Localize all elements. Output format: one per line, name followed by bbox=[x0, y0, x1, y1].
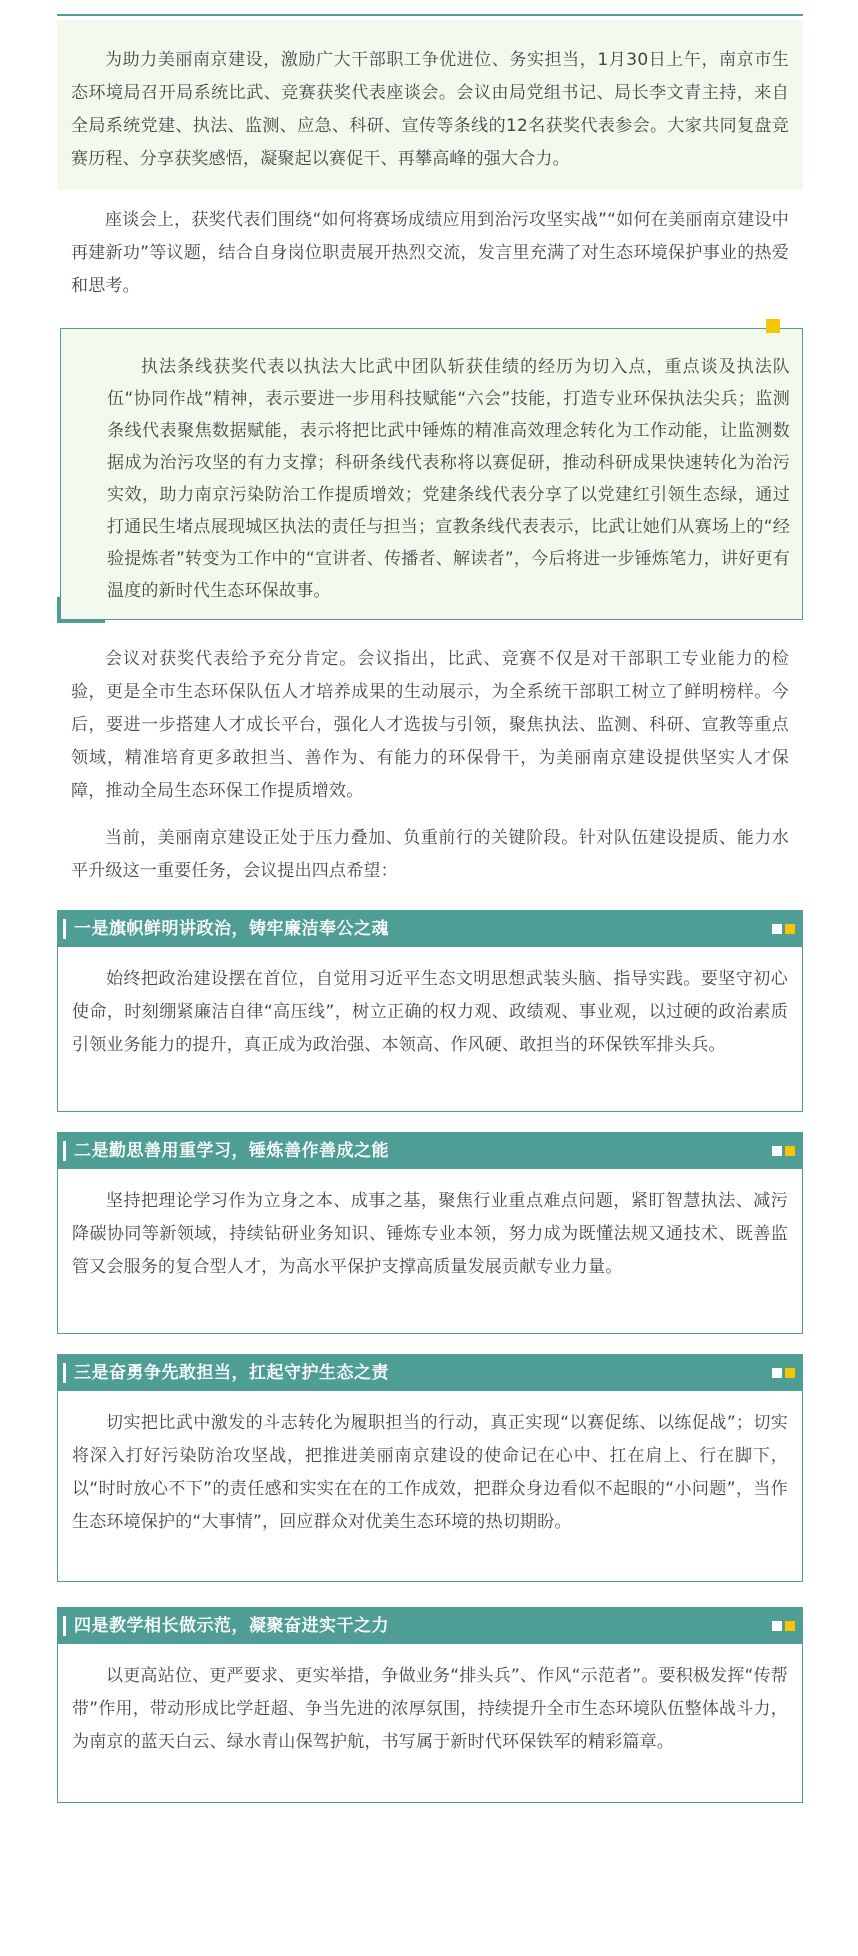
white-square-icon bbox=[772, 1621, 782, 1631]
hopes-block bbox=[57, 822, 803, 888]
section-1 bbox=[57, 910, 803, 1112]
header-bar-icon bbox=[63, 1363, 66, 1383]
section-body: 以更高站位、更严要求、更实举措，争做业务“排头兵”、作风“示范者”。要积极发挥“传帮带”作用，带动形成比学赶超、争当先进的浓厚氛围，持续提升全市生态环境队伍整体战斗力，为南京的蓝天白云、绿水青山保驾护航，书写属于新时代环保铁军的精彩篇章。 bbox=[72, 1666, 788, 1752]
section-header bbox=[58, 1133, 802, 1169]
quote-paragraph: 执法条线获奖代表以执法大比武中团队斩获佳绩的经历为切入点，重点谈及执法队伍“协同作战”精神，表示要进一步用科技赋能“六会”技能，打造专业环保执法尖兵；监测条线代表聚焦数据赋能，表示将把比武中锤炼的精准高效理念转化为工作动能，让监测数据成为治污攻坚的有力支撑；科研条线代表称将以赛促研，推动科研成果快速转化为治污实效，助力南京污染防治工作提质增效；党建条线代表分享了以党建红引领生态绿，通过打通民生堵点展现城区执法的责任与担当；宣教条线代表表示，比武让她们从赛场上的“经验提炼者”转变为工作中的“宣讲者、传播者、解读者”，今后将进一步锤炼笔力，讲好更有温度的新时代生态环保故事。 bbox=[107, 357, 790, 601]
yellow-square-icon bbox=[785, 1368, 795, 1378]
top-divider-line bbox=[57, 14, 803, 16]
yellow-square-icon bbox=[785, 1146, 795, 1156]
header-bar-icon bbox=[63, 1141, 66, 1161]
section-header bbox=[58, 1608, 802, 1644]
section-body: 切实把比武中激发的斗志转化为履职担当的行动，真正实现“以赛促练、以练促战”；切实将深入打好污染防治攻坚战，把推进美丽南京建设的使命记在心中、扛在肩上、行在脚下，以“时时放心不下”的责任感和实实在在的工作成效，把群众身边看似不起眼的“小问题”，当作生态环境保护的“大事情”，回应群众对优美生态环境的热切期盼。 bbox=[72, 1413, 788, 1532]
section-3 bbox=[57, 1354, 803, 1582]
section-header bbox=[58, 911, 802, 947]
section-2 bbox=[57, 1132, 803, 1334]
intro-paragraph: 为助力美丽南京建设，激励广大干部职工争优进位、务实担当，1月30日上午，南京市生态环境局召开局系统比武、竞赛获奖代表座谈会。会议由局党组书记、局长李文青主持，来自全局系统党建、执法、监测、应急、科研、宣传等条线的12名获奖代表参会。大家共同复盘竞赛历程、分享获奖感悟，凝聚起以赛促干、再攀高峰的强大合力。 bbox=[71, 50, 789, 169]
yellow-square-icon bbox=[785, 1621, 795, 1631]
yellow-square-icon bbox=[766, 319, 780, 333]
discussion-paragraph: 座谈会上，获奖代表们围绕“如何将赛场成绩应用到治污攻坚实战”“如何在美丽南京建设中再建新功”等议题，结合自身岗位职责展开热烈交流，发言里充满了对生态环境保护事业的热爱和思考。 bbox=[71, 210, 789, 296]
section-body: 始终把政治建设摆在首位，自觉用习近平生态文明思想武装头脑、指导实践。要坚守初心使命，时刻绷紧廉洁自律“高压线”，树立正确的权力观、政绩观、事业观，以过硬的政治素质引领业务能力的提升，真正成为政治强、本领高、作风硬、敢担当的环保铁军排头兵。 bbox=[72, 969, 788, 1055]
quote-box bbox=[60, 328, 803, 620]
section-body: 坚持把理论学习作为立身之本、成事之基，聚焦行业重点难点问题，紧盯智慧执法、减污降碳协同等新领域，持续钻研业务知识、锤炼专业本领，努力成为既懂法规又通技术、既善监管又会服务的复合型人才，为高水平保护支撑高质量发展贡献专业力量。 bbox=[72, 1191, 788, 1277]
section-title: 一是旗帜鲜明讲政治，铸牢廉洁奉公之魂 bbox=[74, 919, 389, 939]
section-header bbox=[58, 1355, 802, 1391]
yellow-square-icon bbox=[785, 924, 795, 934]
header-bar-icon bbox=[63, 919, 66, 939]
affirm-block bbox=[57, 643, 803, 808]
hopes-paragraph: 当前，美丽南京建设正处于压力叠加、负重前行的关键阶段。针对队伍建设提质、能力水平升级这一重要任务，会议提出四点希望： bbox=[71, 828, 789, 881]
header-bar-icon bbox=[63, 1616, 66, 1636]
white-square-icon bbox=[772, 1146, 782, 1156]
section-4 bbox=[57, 1607, 803, 1803]
discussion-block bbox=[57, 204, 803, 303]
white-square-icon bbox=[772, 924, 782, 934]
corner-bracket-icon bbox=[57, 597, 105, 623]
section-title: 二是勤思善用重学习，锤炼善作善成之能 bbox=[74, 1141, 389, 1161]
affirm-paragraph: 会议对获奖代表给予充分肯定。会议指出，比武、竞赛不仅是对干部职工专业能力的检验，更是全市生态环保队伍人才培养成果的生动展示，为全系统干部职工树立了鲜明榜样。今后，要进一步搭建人才成长平台，强化人才选拔与引领，聚焦执法、监测、科研、宣教等重点领域，精准培育更多敢担当、善作为、有能力的环保骨干，为美丽南京建设提供坚实人才保障，推动全局生态环保工作提质增效。 bbox=[71, 649, 789, 801]
section-title: 三是奋勇争先敢担当，扛起守护生态之责 bbox=[74, 1363, 389, 1383]
intro-box bbox=[57, 20, 803, 190]
section-title: 四是教学相长做示范，凝聚奋进实干之力 bbox=[74, 1616, 389, 1636]
white-square-icon bbox=[772, 1368, 782, 1378]
